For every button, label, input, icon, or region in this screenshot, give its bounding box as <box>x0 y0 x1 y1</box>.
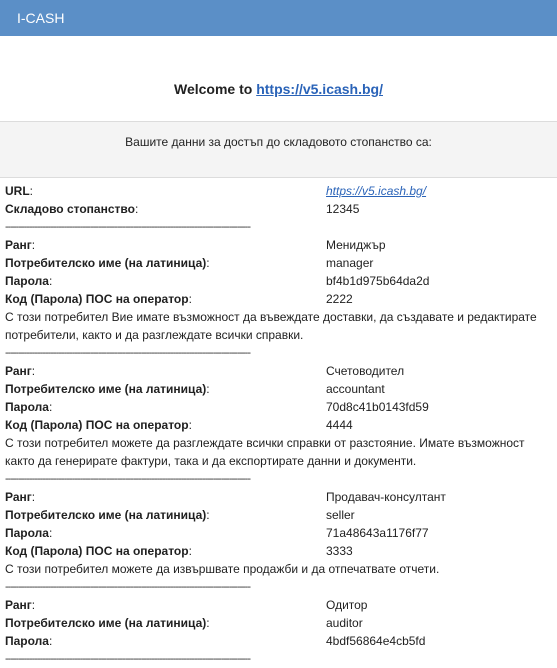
user-block <box>5 488 557 596</box>
user-block <box>5 362 557 488</box>
pos-code-value: 3333 <box>326 544 353 558</box>
username-label: Потребителско име (на латиница) <box>5 382 207 396</box>
password-label: Парола <box>5 526 49 540</box>
intro-text: Вашите данни за достъп до складовото стопанство са: <box>125 135 432 149</box>
password-value: 70d8c41b0143fd59 <box>326 400 429 414</box>
separator: -------------------------------------------------------------------------------------------- <box>5 221 251 233</box>
role-value: Счетоводител <box>326 364 405 378</box>
pos-code-label: Код (Парола) ПОС на оператор <box>5 418 189 432</box>
welcome-link[interactable]: https://v5.icash.bg/ <box>256 81 383 97</box>
role-label: Ранг <box>5 598 32 612</box>
user-block <box>5 596 557 668</box>
user-description: С този потребител можете да извършвате продажби и да отпечатвате отчети. <box>5 562 440 576</box>
separator: -------------------------------------------------------------------------------------------- <box>5 347 251 359</box>
username-row: Потребителско име (на латиница): accountant <box>5 382 385 396</box>
password-value: 4bdf56864e4cb5fd <box>326 634 426 648</box>
username-value: manager <box>326 256 374 270</box>
separator: -------------------------------------------------------------------------------------------- <box>5 473 251 485</box>
pos-code-row: Код (Парола) ПОС на оператор: 3333 <box>5 544 353 558</box>
role-row: Ранг: Продавач-консултант <box>5 490 446 504</box>
role-label: Ранг <box>5 364 32 378</box>
url-link[interactable]: https://v5.icash.bg/ <box>326 184 427 198</box>
user-block <box>5 236 557 362</box>
role-row: Ранг: Одитор <box>5 598 368 612</box>
pos-code-row: Код (Парола) ПОС на оператор: 2222 <box>5 292 353 306</box>
password-row: Парола: 71a48643a1176f77 <box>5 526 429 540</box>
password-row: Парола: bf4b1d975b64da2d <box>5 274 430 288</box>
username-row: Потребителско име (на латиница): auditor <box>5 616 363 630</box>
username-value: auditor <box>326 616 363 630</box>
pos-code-label: Код (Парола) ПОС на оператор <box>5 292 189 306</box>
password-row: Парола: 4bdf56864e4cb5fd <box>5 634 426 648</box>
role-value: Мениджър <box>326 238 386 252</box>
role-value: Одитор <box>326 598 368 612</box>
username-row: Потребителско име (на латиница): manager <box>5 256 374 270</box>
role-row: Ранг: Счетоводител <box>5 364 405 378</box>
username-label: Потребителско име (на латиница) <box>5 616 207 630</box>
user-description: С този потребител Вие имате възможност да въвеждате доставки, да създавате и редактирате потребители, както и да разглеждате всички справки. <box>5 310 537 342</box>
username-label: Потребителско име (на латиница) <box>5 508 207 522</box>
warehouse-row: Складово стопанство: 12345 <box>5 202 360 216</box>
user-description: С този потребител можете да разглеждате всички справки от разстояние. Имате възможност както да генерирате фактури, така и да експортирате данни и документи. <box>5 436 525 468</box>
username-value: seller <box>326 508 355 522</box>
pos-code-label: Код (Парола) ПОС на оператор <box>5 544 189 558</box>
warehouse-label: Складово стопанство <box>5 202 135 216</box>
app-title: I-CASH <box>17 10 65 26</box>
role-row: Ранг: Мениджър <box>5 238 386 252</box>
url-row: URL: https://v5.icash.bg/ <box>5 184 427 198</box>
separator: -------------------------------------------------------------------------------------------- <box>5 653 251 665</box>
url-label: URL <box>5 184 30 198</box>
pos-code-row: Код (Парола) ПОС на оператор: 4444 <box>5 418 353 432</box>
role-label: Ранг <box>5 238 32 252</box>
welcome-prefix: Welcome to <box>173 81 253 97</box>
role-value: Продавач-консултант <box>326 490 446 504</box>
username-value: accountant <box>326 382 385 396</box>
username-label: Потребителско име (на латиница) <box>5 256 207 270</box>
separator: -------------------------------------------------------------------------------------------- <box>5 581 251 593</box>
password-row: Парола: 70d8c41b0143fd59 <box>5 400 429 414</box>
app-header <box>0 0 557 36</box>
password-value: 71a48643a1176f77 <box>326 526 429 540</box>
intro-box <box>0 121 557 178</box>
password-label: Парола <box>5 400 49 414</box>
password-label: Парола <box>5 634 49 648</box>
role-label: Ранг <box>5 490 32 504</box>
pos-code-value: 2222 <box>326 292 353 306</box>
warehouse-value: 12345 <box>326 202 360 216</box>
username-row: Потребителско име (на латиница): seller <box>5 508 355 522</box>
credentials-list <box>0 178 557 668</box>
welcome-heading <box>0 79 557 99</box>
password-value: bf4b1d975b64da2d <box>326 274 430 288</box>
pos-code-value: 4444 <box>326 418 353 432</box>
password-label: Парола <box>5 274 49 288</box>
